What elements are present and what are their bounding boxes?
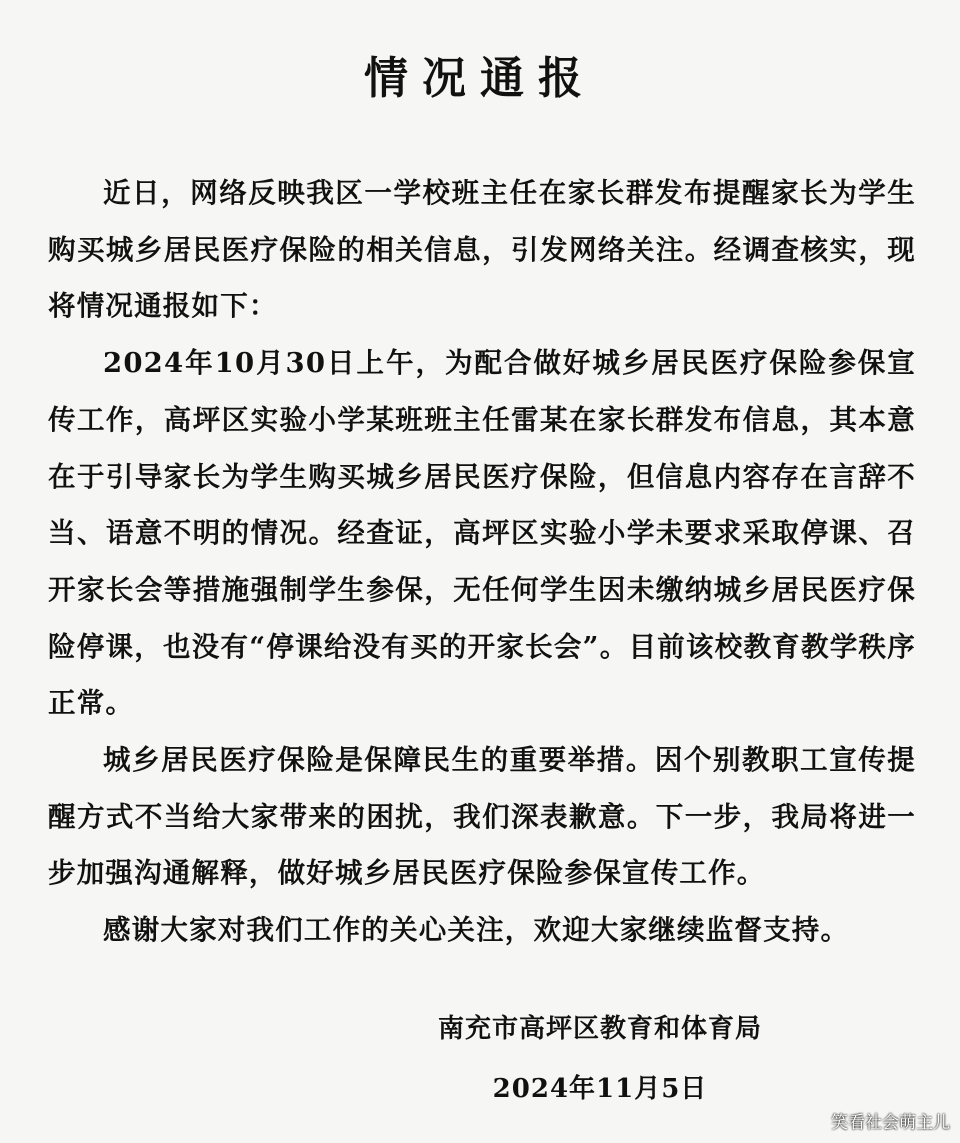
document-body (48, 165, 916, 959)
paragraph-thanks: 感谢大家对我们工作的关心关注，欢迎大家继续监督支持。 (103, 914, 850, 947)
document-title: 情况通报 (364, 53, 596, 104)
watermark: 笑看社会萌主儿 (831, 1113, 950, 1133)
paragraph-details: 2024年10月30日上午，为配合做好城乡居民医疗保险参保宣传工作，高坪区实验小学某班班主任雷某在家长群发布信息，其本意在于引导家长为学生购买城乡居民医疗保险，但信息内容存在言辞不当、语意不明的情况。经查证，高坪区实验小学未要求采取停课、召开家长会等措施强制学生参保，无任何学生因未缴纳城乡居民医疗保险停课，也没有“停课给没有买的开家长会”。目前该校教育教学秩序正常。 (48, 347, 916, 720)
paragraph-apology: 城乡居民医疗保险是保障民生的重要举措。因个别教职工宣传提醒方式不当给大家带来的困扰，我们深表歉意。下一步，我局将进一步加强沟通解释，做好城乡居民医疗保险参保宣传工作。 (48, 744, 916, 890)
paragraph-intro: 近日，网络反映我区一学校班主任在家长群发布提醒家长为学生购买城乡居民医疗保险的相关信息，引发网络关注。经调查核实，现将情况通报如下： (48, 177, 916, 323)
signature-organization: 南充市高坪区教育和体育局 (437, 1014, 762, 1044)
signature-date: 2024年11月5日 (492, 1074, 708, 1104)
